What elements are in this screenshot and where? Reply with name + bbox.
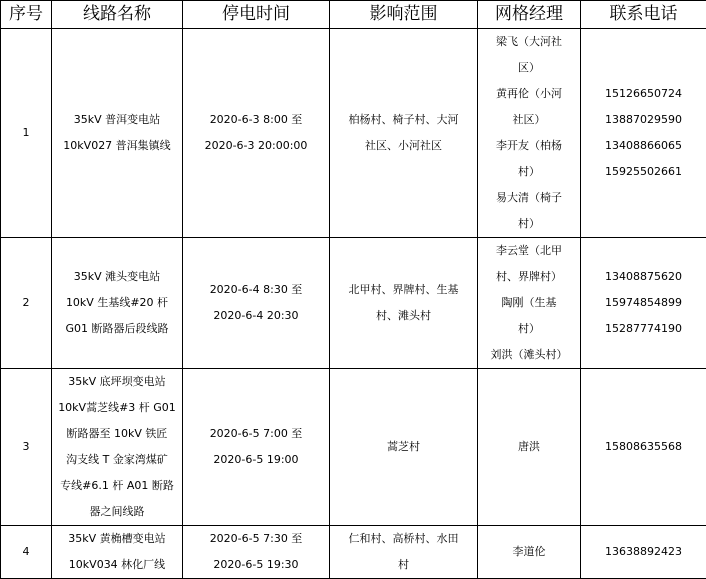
cell-manager	[478, 526, 581, 579]
cell-seq: 2	[1, 238, 52, 369]
cell-line	[52, 29, 183, 238]
cell-area	[330, 369, 478, 526]
manager-text: 村）	[482, 211, 576, 237]
phone-text: 15974854899	[585, 290, 702, 316]
area-text: 蒿芝村	[334, 434, 473, 460]
phone-text: 13638892423	[585, 539, 702, 565]
header-row	[1, 1, 706, 29]
area-text: 北甲村、界牌村、生基	[334, 277, 473, 303]
phone-text: 15287774190	[585, 316, 702, 342]
table-row	[1, 369, 706, 526]
time-text: 2020-6-5 7:00 至	[187, 421, 325, 447]
cell-area	[330, 29, 478, 238]
line-text: 35kV 普洱变电站	[56, 107, 178, 133]
header-time: 停电时间	[183, 1, 330, 29]
cell-seq: 4	[1, 526, 52, 579]
manager-text: 李云堂（北甲	[482, 238, 576, 264]
cell-phone	[581, 29, 706, 238]
cell-line	[52, 369, 183, 526]
area-text: 社区、小河社区	[334, 133, 473, 159]
manager-text: 黄再伦（小河	[482, 81, 576, 107]
area-text: 柏杨村、椅子村、大河	[334, 107, 473, 133]
cell-manager	[478, 369, 581, 526]
manager-text: 村、界牌村）	[482, 264, 576, 290]
manager-text: 陶刚（生基	[482, 290, 576, 316]
manager-text: 社区）	[482, 107, 576, 133]
line-text: 35kV 底坪坝变电站	[56, 369, 178, 395]
header-line: 线路名称	[52, 1, 183, 29]
phone-text: 13887029590	[585, 107, 702, 133]
line-text: 专线#6.1 杆 A01 断路	[56, 473, 178, 499]
time-text: 2020-6-5 19:30	[187, 552, 325, 578]
area-text: 仁和村、高桥村、水田	[334, 526, 473, 552]
manager-text: 梁飞（大河社	[482, 29, 576, 55]
phone-text: 13408875620	[585, 264, 702, 290]
time-text: 2020-6-5 7:30 至	[187, 526, 325, 552]
table-row	[1, 238, 706, 369]
cell-area	[330, 526, 478, 579]
cell-manager	[478, 238, 581, 369]
manager-text: 唐洪	[482, 434, 576, 460]
cell-time	[183, 526, 330, 579]
area-text: 村、滩头村	[334, 303, 473, 329]
cell-line	[52, 526, 183, 579]
time-text: 2020-6-4 20:30	[187, 303, 325, 329]
phone-text: 15808635568	[585, 434, 702, 460]
manager-text: 刘洪（滩头村）	[482, 342, 576, 368]
table-row	[1, 526, 706, 579]
line-text: G01 断路器后段线路	[56, 316, 178, 342]
table-row	[1, 29, 706, 238]
line-text: 35kV 滩头变电站	[56, 264, 178, 290]
cell-line	[52, 238, 183, 369]
cell-time	[183, 369, 330, 526]
line-text: 35kV 黄桷槽变电站	[56, 526, 178, 552]
time-text: 2020-6-4 8:30 至	[187, 277, 325, 303]
cell-seq: 1	[1, 29, 52, 238]
header-seq: 序号	[1, 1, 52, 29]
time-text: 2020-6-3 20:00:00	[187, 133, 325, 159]
cell-manager	[478, 29, 581, 238]
cell-time	[183, 29, 330, 238]
phone-text: 13408866065	[585, 133, 702, 159]
header-manager: 网格经理	[478, 1, 581, 29]
cell-area	[330, 238, 478, 369]
area-text: 村	[334, 552, 473, 578]
time-text: 2020-6-5 19:00	[187, 447, 325, 473]
cell-phone	[581, 526, 706, 579]
line-text: 器之间线路	[56, 499, 178, 525]
cell-phone	[581, 238, 706, 369]
line-text: 沟支线 T 金家湾煤矿	[56, 447, 178, 473]
manager-text: 李道伦	[482, 539, 576, 565]
phone-text: 15925502661	[585, 159, 702, 185]
cell-time	[183, 238, 330, 369]
line-text: 10kV034 林化厂线	[56, 552, 178, 578]
manager-text: 易大清（椅子	[482, 185, 576, 211]
line-text: 10kV蒿芝线#3 杆 G01	[56, 395, 178, 421]
manager-text: 村）	[482, 159, 576, 185]
line-text: 断路器至 10kV 铁匠	[56, 421, 178, 447]
manager-text: 李开友（柏杨	[482, 133, 576, 159]
manager-text: 村）	[482, 316, 576, 342]
line-text: 10kV027 普洱集镇线	[56, 133, 178, 159]
line-text: 10kV 生基线#20 杆	[56, 290, 178, 316]
header-phone: 联系电话	[581, 1, 706, 29]
manager-text: 区）	[482, 55, 576, 81]
phone-text: 15126650724	[585, 81, 702, 107]
time-text: 2020-6-3 8:00 至	[187, 107, 325, 133]
cell-seq: 3	[1, 369, 52, 526]
cell-phone	[581, 369, 706, 526]
header-area: 影响范围	[330, 1, 478, 29]
